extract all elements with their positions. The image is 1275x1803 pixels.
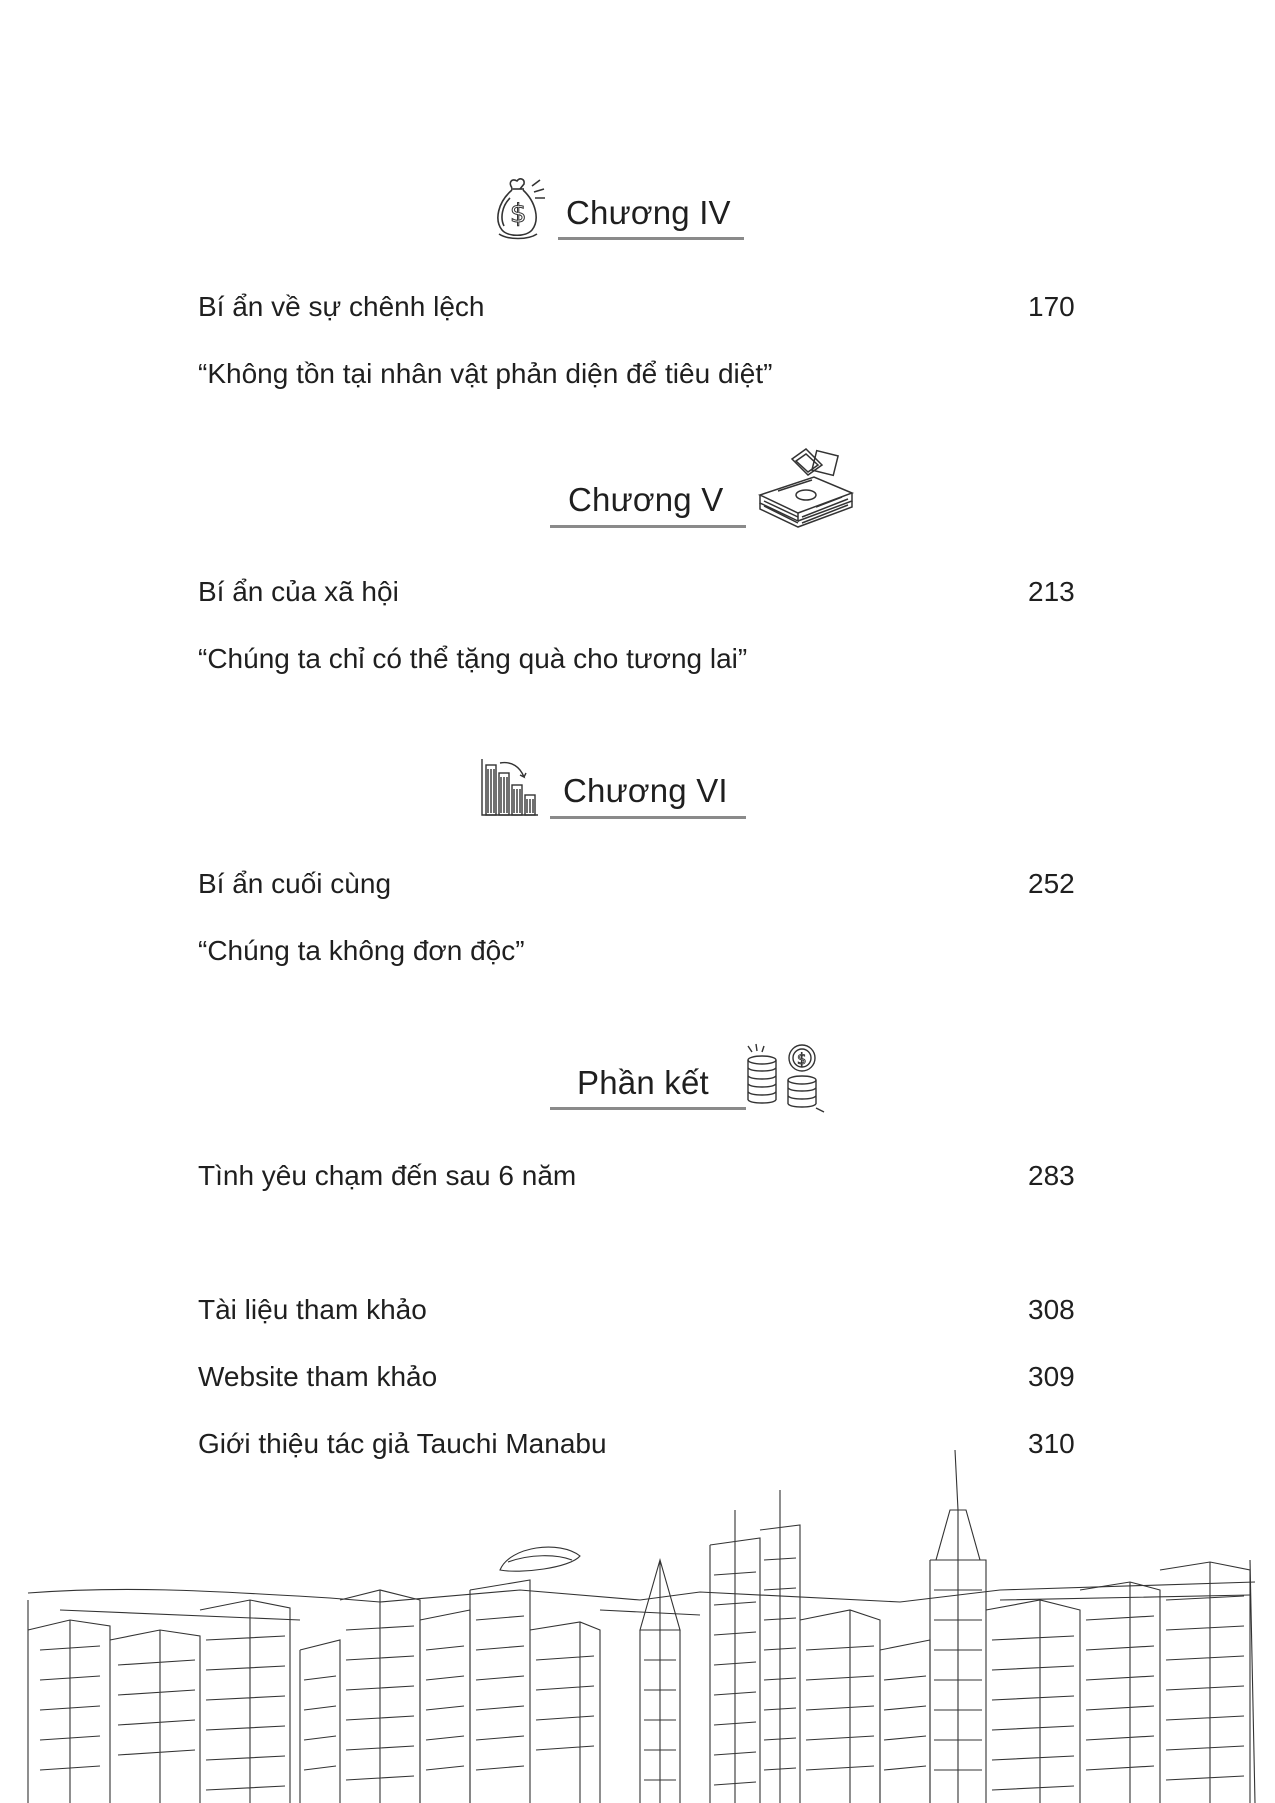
svg-text:$: $ [510, 199, 527, 229]
toc-entry-page: 213 [1028, 576, 1075, 607]
money-bag-icon [490, 174, 550, 244]
toc-entry-title: Website tham khảo [198, 1361, 438, 1392]
toc-entry-title: Bí ẩn về sự chênh lệch [198, 291, 485, 322]
chapter-subtitle: “Không tồn tại nhân vật phản diện để tiêu diệt” [198, 358, 773, 389]
toc-entry-title: Bí ẩn cuối cùng [198, 868, 392, 899]
toc-entry-page: 252 [1028, 868, 1075, 899]
heading-underline [550, 525, 746, 528]
toc-entry-title: Tình yêu chạm đến sau 6 năm [198, 1160, 577, 1191]
heading-underline [550, 816, 746, 819]
heading-underline [550, 1107, 746, 1110]
toc-entry-page: 170 [1028, 291, 1075, 322]
toc-entry-page: 308 [1028, 1294, 1075, 1325]
toc-entry-title: Tài liệu tham khảo [198, 1294, 427, 1325]
chapter-subtitle: “Chúng ta không đơn độc” [198, 935, 525, 966]
toc-entry-page: 283 [1028, 1160, 1075, 1191]
chapter-heading-vi: Chương VI [563, 772, 728, 809]
banknotes-stack-icon [756, 447, 860, 533]
chapter-subtitle: “Chúng ta chỉ có thể tặng quà cho tương lai” [198, 643, 748, 674]
chapter-heading-v: Chương V [568, 481, 724, 518]
falling-bar-chart-icon [478, 755, 540, 819]
chapter-heading-iv: Chương IV [566, 194, 731, 231]
coin-stacks-icon [742, 1042, 826, 1114]
city-skyline-illustration [0, 1450, 1275, 1803]
toc-entry-title: Giới thiệu tác giả Tauchi Manabu [198, 1428, 607, 1459]
toc-entry-page: 310 [1028, 1428, 1075, 1459]
toc-entry-page: 309 [1028, 1361, 1075, 1392]
svg-text:$: $ [797, 1050, 807, 1068]
heading-underline [558, 237, 744, 240]
epilogue-heading: Phần kết [577, 1064, 709, 1101]
toc-entry-title: Bí ẩn của xã hội [198, 576, 399, 607]
